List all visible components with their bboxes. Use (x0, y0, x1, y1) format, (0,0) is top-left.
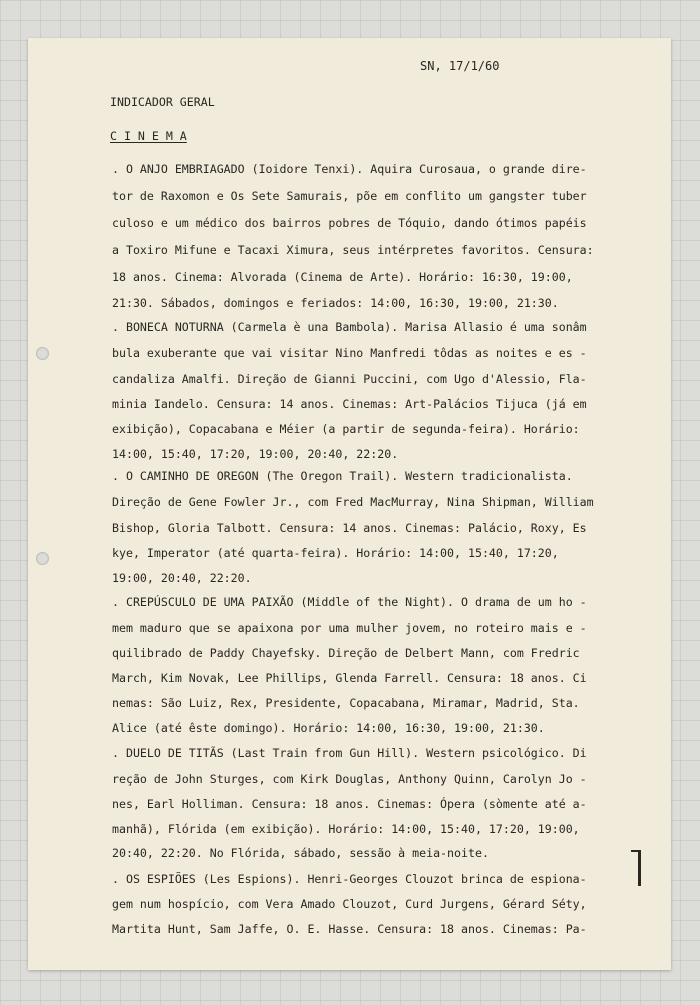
text-line: 20:40, 22:20. No Flórida, sábado, sessão à meia-noite. (112, 846, 489, 860)
text-line: Direção de Gene Fowler Jr., com Fred MacMurray, Nina Shipman, William (112, 495, 594, 509)
text-line: nemas: São Luiz, Rex, Presidente, Copacabana, Miramar, Madrid, Sta. (112, 696, 580, 710)
text-line: . BONECA NOTURNA (Carmela è una Bambola). Marisa Allasio é uma sonâm (112, 320, 587, 334)
text-line: tor de Raxomon e Os Sete Samurais, põe em conflito um gangster tuber (112, 189, 587, 203)
text-line: 19:00, 20:40, 22:20. (112, 571, 252, 585)
punch-hole (36, 552, 49, 565)
punch-hole (36, 347, 49, 360)
text-line: candaliza Amalfi. Direção de Gianni Puccini, com Ugo d'Alessio, Fla- (112, 372, 587, 386)
text-line: reção de John Sturges, com Kirk Douglas, Anthony Quinn, Carolyn Jo - (112, 772, 587, 786)
text-line: gem num hospício, com Vera Amado Clouzot, Curd Jurgens, Gérard Séty, (112, 897, 587, 911)
section-title: C I N E M A (110, 129, 187, 143)
text-line: . DUELO DE TITÃS (Last Train from Gun Hill). Western psicológico. Di (112, 746, 587, 760)
text-line: March, Kim Novak, Lee Phillips, Glenda Farrell. Censura: 18 anos. Ci (112, 671, 587, 685)
text-line: mem maduro que se apaixona por uma mulher jovem, no roteiro mais e - (112, 621, 587, 635)
date-stamp: SN, 17/1/60 (420, 59, 500, 73)
page-title: INDICADOR GERAL (110, 95, 215, 109)
text-line: minia Iandelo. Censura: 14 anos. Cinemas: Art-Palácios Tijuca (já em (112, 397, 587, 411)
text-line: . CREPÚSCULO DE UMA PAIXÃO (Middle of the Night). O drama de um ho - (112, 595, 587, 609)
text-line: 14:00, 15:40, 17:20, 19:00, 20:40, 22:20. (112, 447, 399, 461)
text-line: Martita Hunt, Sam Jaffe, O. E. Hasse. Censura: 18 anos. Cinemas: Pa- (112, 922, 587, 936)
text-line: Alice (até êste domingo). Horário: 14:00, 16:30, 19:00, 21:30. (112, 721, 545, 735)
text-line: 21:30. Sábados, domingos e feriados: 14:00, 16:30, 19:00, 21:30. (112, 296, 559, 310)
text-line: bula exuberante que vai visitar Nino Manfredi tôdas as noites e es - (112, 346, 587, 360)
text-line: manhã), Flórida (em exibição). Horário: 14:00, 15:40, 17:20, 19:00, (112, 822, 580, 836)
text-line: . OS ESPIÕES (Les Espions). Henri-Georges Clouzot brinca de espiona- (112, 872, 587, 886)
text-line: kye, Imperator (até quarta-feira). Horário: 14:00, 15:40, 17:20, (112, 546, 559, 560)
text-line: . O CAMINHO DE OREGON (The Oregon Trail). Western tradicionalista. (112, 469, 573, 483)
text-line: 18 anos. Cinema: Alvorada (Cinema de Arte). Horário: 16:30, 19:00, (112, 270, 573, 284)
text-line: quilibrado de Paddy Chayefsky. Direção de Delbert Mann, com Fredric (112, 646, 580, 660)
text-line: . O ANJO EMBRIAGADO (Ioidore Tenxi). Aquira Curosaua, o grande dire- (112, 162, 587, 176)
text-line: nes, Earl Holliman. Censura: 18 anos. Cinemas: Ópera (sòmente até a- (112, 797, 587, 811)
text-line: a Toxiro Mifune e Tacaxi Ximura, seus intérpretes favoritos. Censura: (112, 243, 594, 257)
text-line: Bishop, Gloria Talbott. Censura: 14 anos. Cinemas: Palácio, Roxy, Es (112, 521, 587, 535)
text-line: culoso e um médico dos bairros pobres de Tóquio, dando ótimos papéis (112, 216, 587, 230)
margin-mark (638, 850, 641, 886)
text-line: exibição), Copacabana e Méier (a partir de segunda-feira). Horário: (112, 422, 580, 436)
